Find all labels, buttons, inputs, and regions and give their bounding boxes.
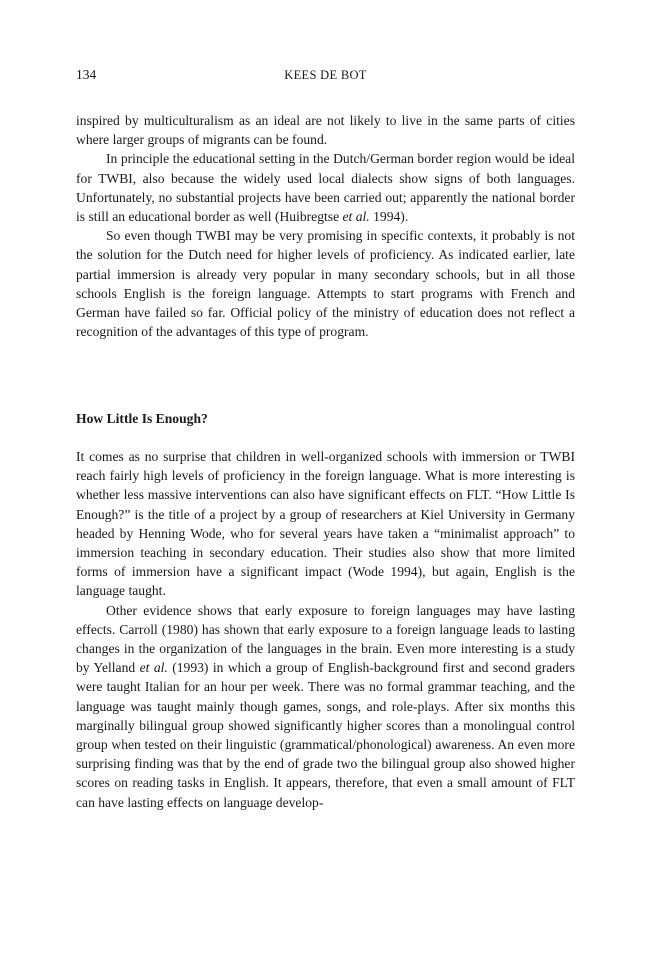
- paragraph-text: Other evidence shows that early exposure to foreign languages may have lasting effects. Carroll (1980) has shown that early exposure to a foreign language leads to lasting changes in the organization of the languages in the brain. Even more interesting is a study by Yelland: [76, 602, 575, 676]
- page-number: 134: [76, 67, 97, 82]
- paragraph-text: In principle the educational setting in the Dutch/German border region would be ideal for TWBI, also because the widely used local dialects show signs of both languages. Unfortunately, no substantial projects have been carried out; apparently the national border is still an educational border as well (Huibregtse: [76, 151, 575, 225]
- paragraph-text: (1993) in which a group of English-background first and second graders were taught Italian for an hour per week. There was no formal grammar teaching, and the language was taught mainly though games, songs, and role-plays. After six months this marginally bilingual group showed significantly higher scores than a monolingual control group when tested on their linguistic (grammatical/phonological) awareness. An even more surprising finding was that by the end of grade two the bilingual group also showed higher scores on reading tasks in English. It appears, therefore, that even a small amount of FLT can have lasting effects on language develop-: [76, 660, 575, 810]
- paragraph-text: So even though TWBI may be very promising in specific contexts, it probably is not the solution for the Dutch need for higher levels of proficiency. As indicated earlier, late partial immersion is already very popular in many secondary schools, but in all those schools English is the foreign language. Attempts to start programs with French and German have failed so far. Official policy of the ministry of education does not reflect a recognition of the advantages of this type of program.: [76, 228, 575, 340]
- paragraph: [76, 149, 575, 226]
- paragraph: [76, 111, 575, 149]
- section-heading: How Little Is Enough?: [76, 411, 208, 426]
- paragraph-text: It comes as no surprise that children in well-organized schools with immersion or TWBI reach fairly high levels of proficiency in the foreign language. What is more interesting is whether less massive interventions can also have significant effects on FLT. “How Little Is Enough?” is the title of a project by a group of researchers at Kiel University in Germany headed by Henning Wode, who for several years have taken a “minimalist approach” to immersion teaching in secondary education. Their studies also show that more limited forms of immersion have a significant impact (Wode 1994), but again, English is the language taught.: [76, 449, 575, 599]
- paragraph: [76, 226, 575, 341]
- italic-text: et al.: [342, 209, 370, 225]
- text-block-before-heading: [76, 111, 575, 341]
- running-title: KEES DE BOT: [284, 68, 367, 82]
- paragraph: [76, 601, 575, 812]
- paragraph-text: 1994).: [369, 209, 409, 225]
- italic-text: et al.: [139, 660, 168, 676]
- paragraph-text: inspired by multiculturalism as an ideal are not likely to live in the same parts of cities where larger groups of migrants can be found.: [76, 113, 575, 148]
- paragraph: [76, 447, 575, 601]
- text-block-after-heading: [76, 447, 575, 812]
- running-head: [76, 66, 575, 84]
